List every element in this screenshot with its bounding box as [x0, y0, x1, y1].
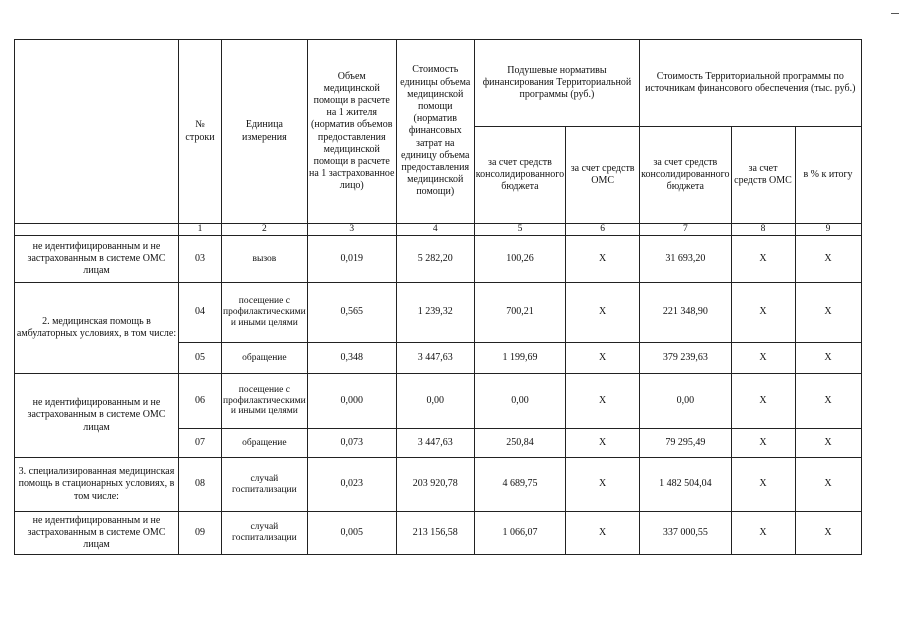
row-budget-norm: 1 066,07: [474, 512, 565, 555]
row-budget-cost: 1 482 504,04: [640, 458, 731, 512]
row-number: 08: [179, 458, 222, 512]
row-oms-cost: Х: [731, 374, 795, 429]
header-sub-pct: в % к итогу: [795, 127, 861, 224]
row-cost: 1 239,32: [396, 283, 474, 343]
program-cost-table: [14, 39, 862, 555]
row-volume: 0,005: [307, 512, 396, 555]
row-pct: Х: [795, 458, 861, 512]
row-oms-norm: Х: [566, 343, 640, 374]
row-oms-norm: Х: [566, 512, 640, 555]
header-sub-oms-2: за счет средств ОМС: [731, 127, 795, 224]
row-pct: Х: [795, 512, 861, 555]
row-budget-norm: 1 199,69: [474, 343, 565, 374]
table-row: [15, 458, 862, 512]
row-volume: 0,348: [307, 343, 396, 374]
row-oms-cost: Х: [731, 236, 795, 283]
column-number: 1: [179, 224, 222, 236]
row-cost: 203 920,78: [396, 458, 474, 512]
row-volume: 0,000: [307, 374, 396, 429]
row-number: 07: [179, 429, 222, 458]
row-volume: 0,565: [307, 283, 396, 343]
column-number: 4: [396, 224, 474, 236]
row-pct: Х: [795, 429, 861, 458]
row-cost: 3 447,63: [396, 429, 474, 458]
column-number: 9: [795, 224, 861, 236]
row-budget-cost: 79 295,49: [640, 429, 731, 458]
row-oms-cost: Х: [731, 283, 795, 343]
column-numbers-row: [15, 224, 862, 236]
header-program-cost: Стоимость Территориальной программы по источникам финансового обеспечения (тыс. руб.): [640, 40, 861, 127]
header-row-no: № строки: [179, 40, 222, 224]
row-number: 03: [179, 236, 222, 283]
row-oms-norm: Х: [566, 458, 640, 512]
header-per-capita: Подушевые нормативы финансирования Территориальной программы (руб.): [474, 40, 639, 127]
row-budget-norm: 250,84: [474, 429, 565, 458]
column-number: 6: [566, 224, 640, 236]
row-budget-cost: 221 348,90: [640, 283, 731, 343]
row-oms-norm: Х: [566, 374, 640, 429]
row-budget-norm: 0,00: [474, 374, 565, 429]
row-name: 3. специализированная медицинская помощь в стационарных условиях, в том числе:: [15, 458, 179, 512]
row-oms-norm: Х: [566, 283, 640, 343]
row-name: не идентифицированным и не застрахованным в системе ОМС лицам: [15, 236, 179, 283]
column-number: 2: [222, 224, 308, 236]
header-sub-oms-1: за счет средств ОМС: [566, 127, 640, 224]
row-budget-cost: 337 000,55: [640, 512, 731, 555]
row-pct: Х: [795, 374, 861, 429]
column-number-blank: [15, 224, 179, 236]
header-sub-budget-2: за счет средств консолидированного бюджета: [640, 127, 731, 224]
row-budget-norm: 700,21: [474, 283, 565, 343]
row-budget-cost: 379 239,63: [640, 343, 731, 374]
row-pct: Х: [795, 343, 861, 374]
row-cost: 5 282,20: [396, 236, 474, 283]
header-row-1: [15, 40, 862, 127]
row-number: 04: [179, 283, 222, 343]
row-number: 09: [179, 512, 222, 555]
row-name: 2. медицинская помощь в амбулаторных условиях, в том числе:: [15, 283, 179, 374]
row-number: 06: [179, 374, 222, 429]
header-name-cell: [15, 40, 179, 224]
table-row: [15, 512, 862, 555]
page-corner-mark: [891, 13, 899, 14]
row-budget-norm: 100,26: [474, 236, 565, 283]
row-unit: случай госпитализации: [222, 458, 308, 512]
table-row: [15, 283, 862, 343]
row-unit: обращение: [222, 343, 308, 374]
row-unit: вызов: [222, 236, 308, 283]
row-pct: Х: [795, 236, 861, 283]
row-unit: посещение с профилактическими и иными целями: [222, 283, 308, 343]
row-budget-cost: 31 693,20: [640, 236, 731, 283]
row-number: 05: [179, 343, 222, 374]
row-pct: Х: [795, 283, 861, 343]
header-volume: Объем медицинской помощи в расчете на 1 жителя (норматив объемов предоставления медицинской помощи в расчете на 1 застрахованное лицо): [307, 40, 396, 224]
row-oms-cost: Х: [731, 429, 795, 458]
row-cost: 213 156,58: [396, 512, 474, 555]
row-cost: 0,00: [396, 374, 474, 429]
column-number: 7: [640, 224, 731, 236]
row-oms-cost: Х: [731, 343, 795, 374]
row-name: не идентифицированным и не застрахованным в системе ОМС лицам: [15, 374, 179, 458]
header-sub-budget-1: за счет средств консолидированного бюджета: [474, 127, 565, 224]
row-volume: 0,019: [307, 236, 396, 283]
row-oms-cost: Х: [731, 512, 795, 555]
row-oms-norm: Х: [566, 429, 640, 458]
row-unit: посещение с профилактическими и иными целями: [222, 374, 308, 429]
row-name: не идентифицированным и не застрахованным в системе ОМС лицам: [15, 512, 179, 555]
row-oms-norm: Х: [566, 236, 640, 283]
column-number: 5: [474, 224, 565, 236]
row-volume: 0,073: [307, 429, 396, 458]
row-unit: случай госпитализации: [222, 512, 308, 555]
table-row: [15, 374, 862, 429]
column-number: 3: [307, 224, 396, 236]
column-number: 8: [731, 224, 795, 236]
header-cost: Стоимость единицы объема медицинской помощи (норматив финансовых затрат на единицу объема предоставления медицинской помощи): [396, 40, 474, 224]
header-unit: Единица измерения: [222, 40, 308, 224]
row-budget-cost: 0,00: [640, 374, 731, 429]
table-row: [15, 236, 862, 283]
row-unit: обращение: [222, 429, 308, 458]
row-oms-cost: Х: [731, 458, 795, 512]
row-cost: 3 447,63: [396, 343, 474, 374]
row-volume: 0,023: [307, 458, 396, 512]
row-budget-norm: 4 689,75: [474, 458, 565, 512]
